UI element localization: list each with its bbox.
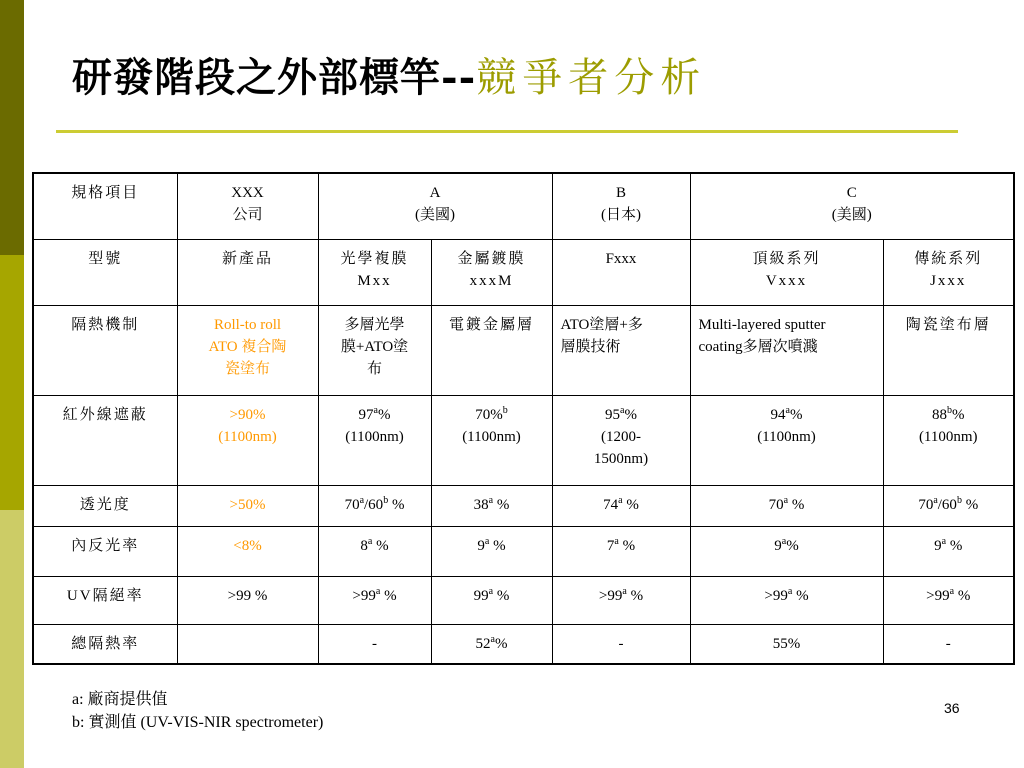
transmittance-c2-v1: 70 bbox=[918, 496, 934, 513]
ir-a1-value: 97 bbox=[358, 406, 374, 423]
model-c1-line1: 頂級系列 bbox=[752, 250, 821, 267]
header-b bbox=[552, 173, 690, 239]
ir-a1 bbox=[318, 395, 431, 485]
table-row-ir bbox=[33, 395, 1014, 485]
model-a1-line1: 光學複膜 bbox=[340, 250, 409, 267]
ir-c1-line2: (1100nm) bbox=[757, 428, 816, 445]
reflectance-a1 bbox=[318, 526, 431, 576]
ir-b-line2: (1200- bbox=[601, 428, 641, 445]
ir-b-line3: 1500nm) bbox=[593, 450, 649, 467]
mechanism-b bbox=[552, 305, 690, 395]
title-underline bbox=[56, 130, 958, 133]
ir-c1 bbox=[690, 395, 883, 485]
ir-c1-sup: a bbox=[785, 404, 790, 416]
ir-b bbox=[552, 395, 690, 485]
mechanism-a1-line3: 布 bbox=[366, 360, 382, 377]
ir-a2-line2: (1100nm) bbox=[462, 428, 521, 445]
ir-a1-unit: % bbox=[377, 406, 391, 423]
total-a2 bbox=[431, 624, 552, 664]
ir-c2-sup: b bbox=[947, 404, 952, 416]
mechanism-a1-line2: 膜+ATO塗 bbox=[340, 338, 409, 355]
ir-xxx bbox=[177, 395, 318, 485]
header-c-sub: (美國) bbox=[831, 207, 872, 223]
transmittance-a1-s1: a bbox=[359, 494, 365, 506]
ir-c2-value: 88 bbox=[932, 406, 947, 423]
reflectance-a2-sup: a bbox=[484, 535, 490, 547]
reflectance-c2-sup: a bbox=[941, 535, 947, 547]
transmittance-a1-v2: /60 bbox=[364, 496, 384, 513]
slide-title bbox=[72, 46, 706, 103]
row-label-mechanism: 隔熱機制 bbox=[33, 305, 177, 395]
mechanism-a2: 電鍍金屬層 bbox=[431, 305, 552, 395]
header-c-name: C bbox=[846, 185, 857, 201]
row-label-model: 型號 bbox=[33, 239, 177, 305]
mechanism-a1 bbox=[318, 305, 431, 395]
uv-b-sup: a bbox=[622, 585, 627, 597]
uv-c2-sup: a bbox=[949, 585, 955, 597]
uv-a1-value: >99 bbox=[352, 587, 376, 604]
reflectance-xxx: <8% bbox=[177, 526, 318, 576]
transmittance-a1-s2: b bbox=[383, 494, 389, 506]
title-dash: -- bbox=[441, 54, 477, 101]
transmittance-a2-sup: a bbox=[488, 494, 494, 506]
transmittance-a2-unit: % bbox=[493, 496, 510, 513]
table-row-reflectance bbox=[33, 526, 1014, 576]
transmittance-c2-v2: /60 bbox=[937, 496, 957, 513]
header-a-sub: (美國) bbox=[415, 207, 455, 223]
total-xxx bbox=[177, 624, 318, 664]
transmittance-c1-value: 70 bbox=[768, 496, 784, 513]
ir-xxx-line2: (1100nm) bbox=[218, 428, 277, 445]
reflectance-b-unit: % bbox=[618, 537, 636, 554]
ir-a2-value: 70% bbox=[475, 406, 503, 423]
uv-a1 bbox=[318, 576, 431, 624]
header-c bbox=[690, 173, 1014, 239]
row-label-reflectance: 內反光率 bbox=[33, 526, 177, 576]
uv-a2-unit: % bbox=[493, 587, 510, 604]
model-a2-line1: 金屬鍍膜 bbox=[457, 250, 526, 267]
footnote-a: a: 廠商提供值 bbox=[72, 691, 168, 708]
model-a1-line2: Mxx bbox=[357, 272, 392, 289]
model-c2 bbox=[883, 239, 1014, 305]
table-row-transmittance bbox=[33, 485, 1014, 526]
header-xxx-name: XXX bbox=[231, 185, 264, 201]
ir-b-sup: a bbox=[620, 404, 625, 416]
mechanism-xxx-line3: 瓷塗布 bbox=[224, 360, 270, 377]
transmittance-c1-unit: % bbox=[788, 496, 805, 513]
total-a1: - bbox=[318, 624, 431, 664]
reflectance-c1 bbox=[690, 526, 883, 576]
ir-c2 bbox=[883, 395, 1014, 485]
ir-c2-unit: % bbox=[952, 406, 965, 423]
transmittance-a1-unit: % bbox=[388, 496, 405, 513]
ir-a2 bbox=[431, 395, 552, 485]
transmittance-c2-s1: a bbox=[933, 494, 938, 506]
model-c1 bbox=[690, 239, 883, 305]
reflectance-a2 bbox=[431, 526, 552, 576]
model-c2-line1: 傳統系列 bbox=[914, 250, 983, 267]
transmittance-xxx: >50% bbox=[177, 485, 318, 526]
row-label-total: 總隔熱率 bbox=[33, 624, 177, 664]
transmittance-a1 bbox=[318, 485, 431, 526]
table-row-model bbox=[33, 239, 1014, 305]
table-row-total bbox=[33, 624, 1014, 664]
ir-b-value: 95 bbox=[605, 406, 621, 423]
total-a2-value: 52 bbox=[475, 635, 491, 652]
uv-a2 bbox=[431, 576, 552, 624]
header-a bbox=[318, 173, 552, 239]
transmittance-c1-sup: a bbox=[783, 494, 789, 506]
footnote-b: b: 實測值 (UV-VIS-NIR spectrometer) bbox=[72, 714, 324, 731]
uv-a2-sup: a bbox=[488, 585, 494, 597]
ir-c2-line2: (1100nm) bbox=[918, 428, 978, 445]
reflectance-a1-unit: % bbox=[372, 537, 389, 554]
header-b-sub: (日本) bbox=[601, 207, 641, 223]
uv-b-value: >99 bbox=[598, 587, 623, 604]
transmittance-a1-v1: 70 bbox=[344, 496, 360, 513]
header-xxx bbox=[177, 173, 318, 239]
transmittance-c2-unit: % bbox=[961, 496, 979, 513]
page-number: 36 bbox=[944, 700, 960, 716]
reflectance-a1-sup: a bbox=[367, 535, 373, 547]
transmittance-c2 bbox=[883, 485, 1014, 526]
ir-xxx-line1: >90% bbox=[229, 406, 266, 423]
mechanism-c1-line2: coating多層次噴濺 bbox=[698, 338, 818, 355]
transmittance-c2-s2: b bbox=[956, 494, 962, 506]
mechanism-a1-line1: 多層光學 bbox=[344, 316, 405, 333]
table-row-header bbox=[33, 173, 1014, 239]
mechanism-b-line1: ATO塗層+多 bbox=[560, 316, 643, 333]
uv-xxx: >99 % bbox=[177, 576, 318, 624]
reflectance-a1-value: 8 bbox=[360, 537, 368, 554]
mechanism-xxx bbox=[177, 305, 318, 395]
reflectance-c2-unit: % bbox=[946, 537, 963, 554]
uv-c1-unit: % bbox=[792, 587, 809, 604]
reflectance-b-sup: a bbox=[614, 535, 619, 547]
title-main: 研發階段之外部標竿 bbox=[72, 54, 441, 101]
model-a2-line2: xxxM bbox=[469, 272, 514, 289]
model-c2-line2: Jxxx bbox=[930, 272, 967, 289]
title-subtitle: 競爭者分析 bbox=[476, 55, 707, 101]
mechanism-c1 bbox=[690, 305, 883, 395]
transmittance-b-sup: a bbox=[618, 494, 623, 506]
reflectance-b-value: 7 bbox=[606, 537, 615, 554]
header-spec: 規格項目 bbox=[33, 173, 177, 239]
mechanism-c2: 陶瓷塗布層 bbox=[883, 305, 1014, 395]
header-xxx-sub: 公司 bbox=[232, 207, 263, 223]
left-stripe-light bbox=[0, 510, 24, 768]
mechanism-xxx-line2: ATO 複合陶 bbox=[208, 338, 287, 355]
reflectance-b bbox=[552, 526, 690, 576]
header-b-name: B bbox=[615, 185, 626, 201]
mechanism-c1-line1: Multi-layered sputter bbox=[698, 316, 826, 333]
left-stripe-mid bbox=[0, 255, 24, 510]
transmittance-b bbox=[552, 485, 690, 526]
row-label-ir: 紅外線遮蔽 bbox=[33, 395, 177, 485]
total-c2: - bbox=[883, 624, 1014, 664]
reflectance-c1-unit: % bbox=[786, 537, 799, 554]
uv-a2-value: 99 bbox=[473, 587, 489, 604]
uv-c2-value: >99 bbox=[926, 587, 950, 604]
model-a2 bbox=[431, 239, 552, 305]
reflectance-a2-value: 9 bbox=[477, 537, 485, 554]
reflectance-c1-sup: a bbox=[781, 535, 787, 547]
model-a1 bbox=[318, 239, 431, 305]
table-row-mechanism bbox=[33, 305, 1014, 395]
ir-a2-sup: b bbox=[502, 404, 508, 416]
uv-c2 bbox=[883, 576, 1014, 624]
left-stripe-dark bbox=[0, 0, 24, 255]
uv-c2-unit: % bbox=[954, 587, 971, 604]
transmittance-b-value: 74 bbox=[603, 496, 619, 513]
ir-a1-line2: (1100nm) bbox=[345, 428, 404, 445]
reflectance-a2-unit: % bbox=[489, 537, 506, 554]
mechanism-b-line2: 層膜技術 bbox=[560, 338, 621, 355]
total-b: - bbox=[552, 624, 690, 664]
total-a2-sup: a bbox=[490, 633, 495, 645]
uv-b-unit: % bbox=[626, 587, 644, 604]
transmittance-a2 bbox=[431, 485, 552, 526]
total-c1: 55% bbox=[690, 624, 883, 664]
model-c1-line2: Vxxx bbox=[765, 272, 808, 289]
total-a2-unit: % bbox=[494, 635, 508, 652]
transmittance-b-unit: % bbox=[622, 496, 639, 513]
uv-c1-sup: a bbox=[787, 585, 793, 597]
row-label-uv: UV隔絕率 bbox=[33, 576, 177, 624]
ir-c1-value: 94 bbox=[770, 406, 786, 423]
ir-b-unit: % bbox=[624, 406, 637, 423]
reflectance-c2 bbox=[883, 526, 1014, 576]
ir-c1-unit: % bbox=[789, 406, 803, 423]
reflectance-c2-value: 9 bbox=[934, 537, 942, 554]
uv-a1-unit: % bbox=[380, 587, 397, 604]
transmittance-a2-value: 38 bbox=[473, 496, 489, 513]
header-a-name: A bbox=[429, 185, 441, 201]
competitor-spec-table bbox=[32, 172, 1015, 665]
uv-c1-value: >99 bbox=[764, 587, 788, 604]
ir-a1-sup: a bbox=[373, 404, 378, 416]
uv-a1-sup: a bbox=[375, 585, 381, 597]
model-b: Fxxx bbox=[552, 239, 690, 305]
footnotes bbox=[72, 688, 323, 734]
mechanism-xxx-line1: Roll-to roll bbox=[213, 316, 282, 333]
transmittance-c1 bbox=[690, 485, 883, 526]
row-label-transmittance: 透光度 bbox=[33, 485, 177, 526]
reflectance-c1-value: 9 bbox=[774, 537, 782, 554]
uv-b bbox=[552, 576, 690, 624]
uv-c1 bbox=[690, 576, 883, 624]
table-row-uv bbox=[33, 576, 1014, 624]
model-xxx: 新產品 bbox=[177, 239, 318, 305]
